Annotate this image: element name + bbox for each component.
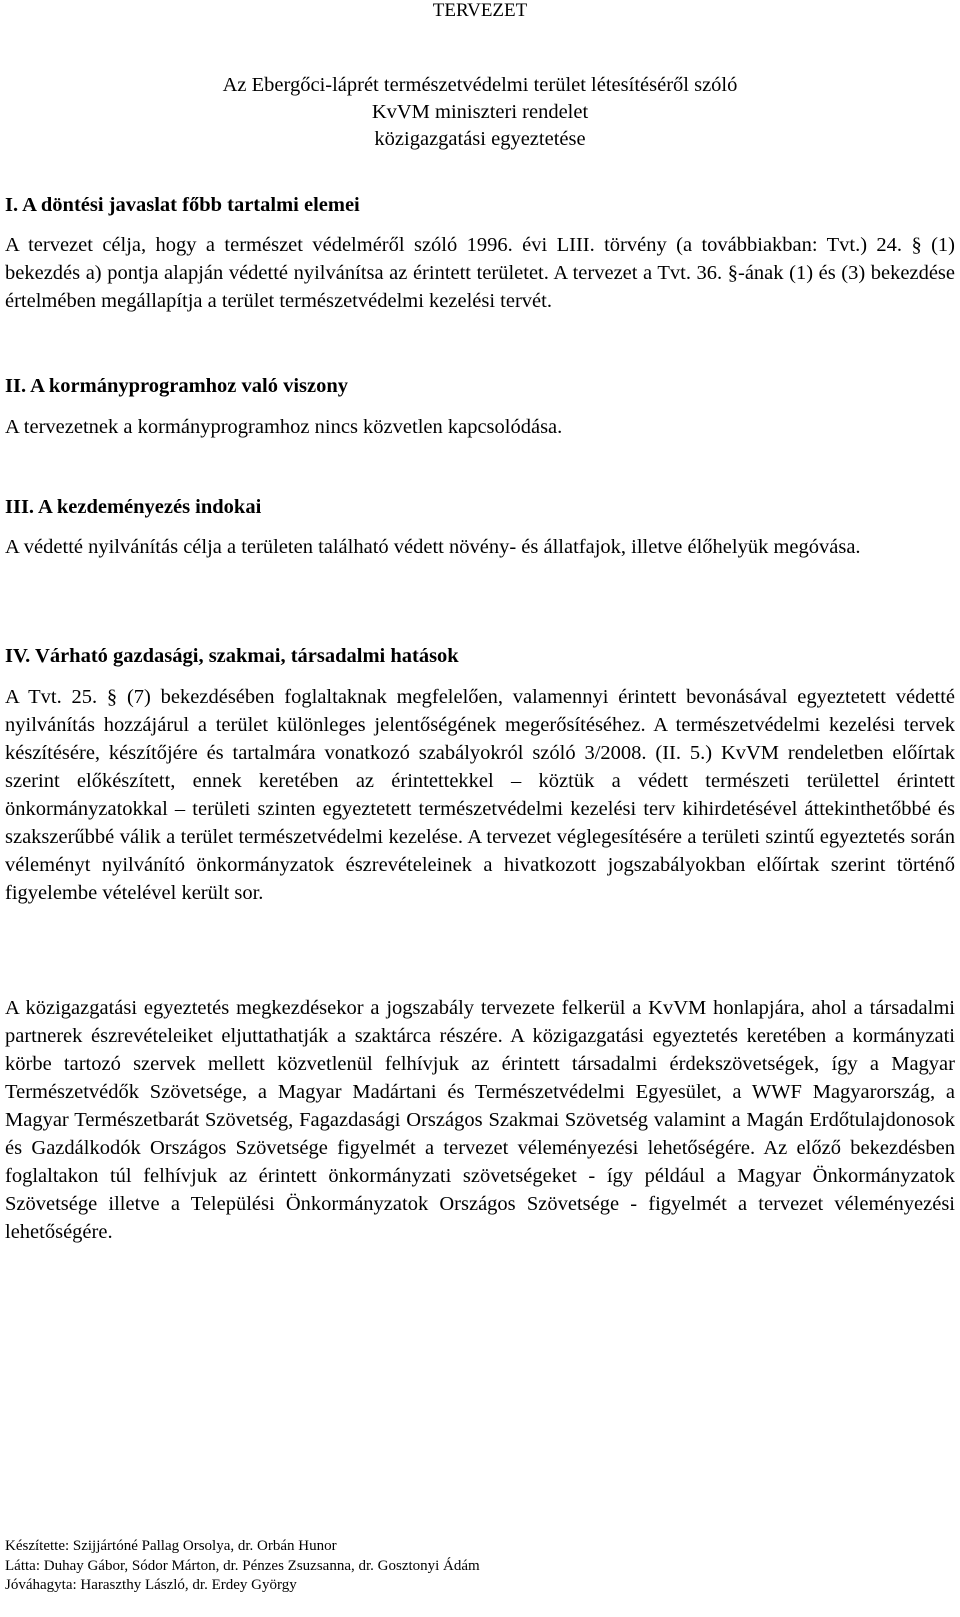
section-iv-paragraph-1: A Tvt. 25. § (7) bekezdésében foglaltaknak megfelelően, valamennyi érintett bevonásával egyeztetett védetté nyilvánítás hozzájárul a terület különleges jelentőségének megerősítéséhez. A természetvédelmi kezelési tervek készítésére, készítőjére és tartalmára vonatkozó szabályokról szóló 3/2008. (II. 5.) KvVM rendeletben előírtak szerint előkészített, ennek keretében az érintettekkel – köztük a védett természeti területtel érintett önkormányzatokkal – területi szinten egyeztetett természetvédelmi kezelési terv kihirdetésével áttekinthetőbbé és szakszerűbbé válik a terület természetvédelmi kezelése. A tervezet véglegesítésére a területi szintű egyeztetés során véleményt nyilvánító önkormányzatok észrevételeinek a hivatkozott jogszabályokban előírtak szerint történő figyelembe vételével került sor.: [5, 686, 955, 904]
section-i-paragraph: A tervezet célja, hogy a természet védelméről szóló 1996. évi LIII. törvény (a továbbiakban: Tvt.) 24. § (1) bekezdés a) pontja alapján védetté nyilvánítsa az érintett területet. A tervezet a Tvt. 36. §-ának (1) és (3) bekezdése értelmében megállapítja a terület természetvédelmi kezelési tervét.: [5, 234, 955, 312]
footer-reviewed-by: Látta: Duhay Gábor, Sódor Márton, dr. Pénzes Zsuzsanna, dr. Gosztonyi Ádám: [5, 1557, 480, 1574]
footer-approved-by: Jóváhagyta: Haraszthy László, dr. Erdey György: [5, 1577, 297, 1593]
document-status-label: TERVEZET: [432, 0, 528, 21]
document-footer: [5, 1537, 480, 1596]
section-iii-paragraph: A védetté nyilvánítás célja a területen található védett növény- és állatfajok, illetve élőhelyük megóvása.: [5, 536, 861, 558]
title-line-2: KvVM miniszteri rendelet: [371, 101, 589, 123]
section-ii-paragraph: A tervezetnek a kormányprogramhoz nincs közvetlen kapcsolódása.: [5, 416, 563, 438]
section-heading-i: I. A döntési javaslat főbb tartalmi elemei: [5, 194, 360, 216]
document-title: [0, 72, 960, 153]
section-heading-ii: II. A kormányprogramhoz való viszony: [5, 375, 349, 397]
section-heading-iv: IV. Várható gazdasági, szakmai, társadalmi hatások: [5, 645, 459, 667]
title-line-1: Az Ebergőci-láprét természetvédelmi terület létesítéséről szóló: [222, 74, 738, 96]
footer-prepared-by: Készítette: Szijjártóné Pallag Orsolya, dr. Orbán Hunor: [5, 1538, 337, 1554]
title-line-3: közigazgatási egyeztetése: [374, 128, 586, 150]
section-heading-iii: III. A kezdeményezés indokai: [5, 496, 262, 518]
section-iv-paragraph-2: A közigazgatási egyeztetés megkezdésekor a jogszabály tervezete felkerül a KvVM honlapjára, ahol a társadalmi partnerek észrevételeiket eljuttathatják a szaktárca részére. A közigazgatási egyeztetés keretében a kormányzati körbe tartozó szervek mellett közvetlenül felhívjuk az érintett társadalmi érdekszövetségek, így a Magyar Természetvédők Szövetsége, a Magyar Madártani és Természetvédelmi Egyesület, a WWF Magyarország, a Magyar Természetbarát Szövetség, Fagazdasági Országos Szakmai Szövetség valamint a Magán Erdőtulajdonosok és Gazdálkodók Országos Szövetsége figyelmét a tervezet véleményezési lehetőségére. Az előző bekezdésben foglaltakon túl felhívjuk az érintett önkormányzati szövetségeket - így például a Magyar Önkormányzatok Szövetsége illetve a Települési Önkormányzatok Országos Szövetsége - figyelmét a tervezet véleményezési lehetőségére.: [5, 997, 955, 1243]
